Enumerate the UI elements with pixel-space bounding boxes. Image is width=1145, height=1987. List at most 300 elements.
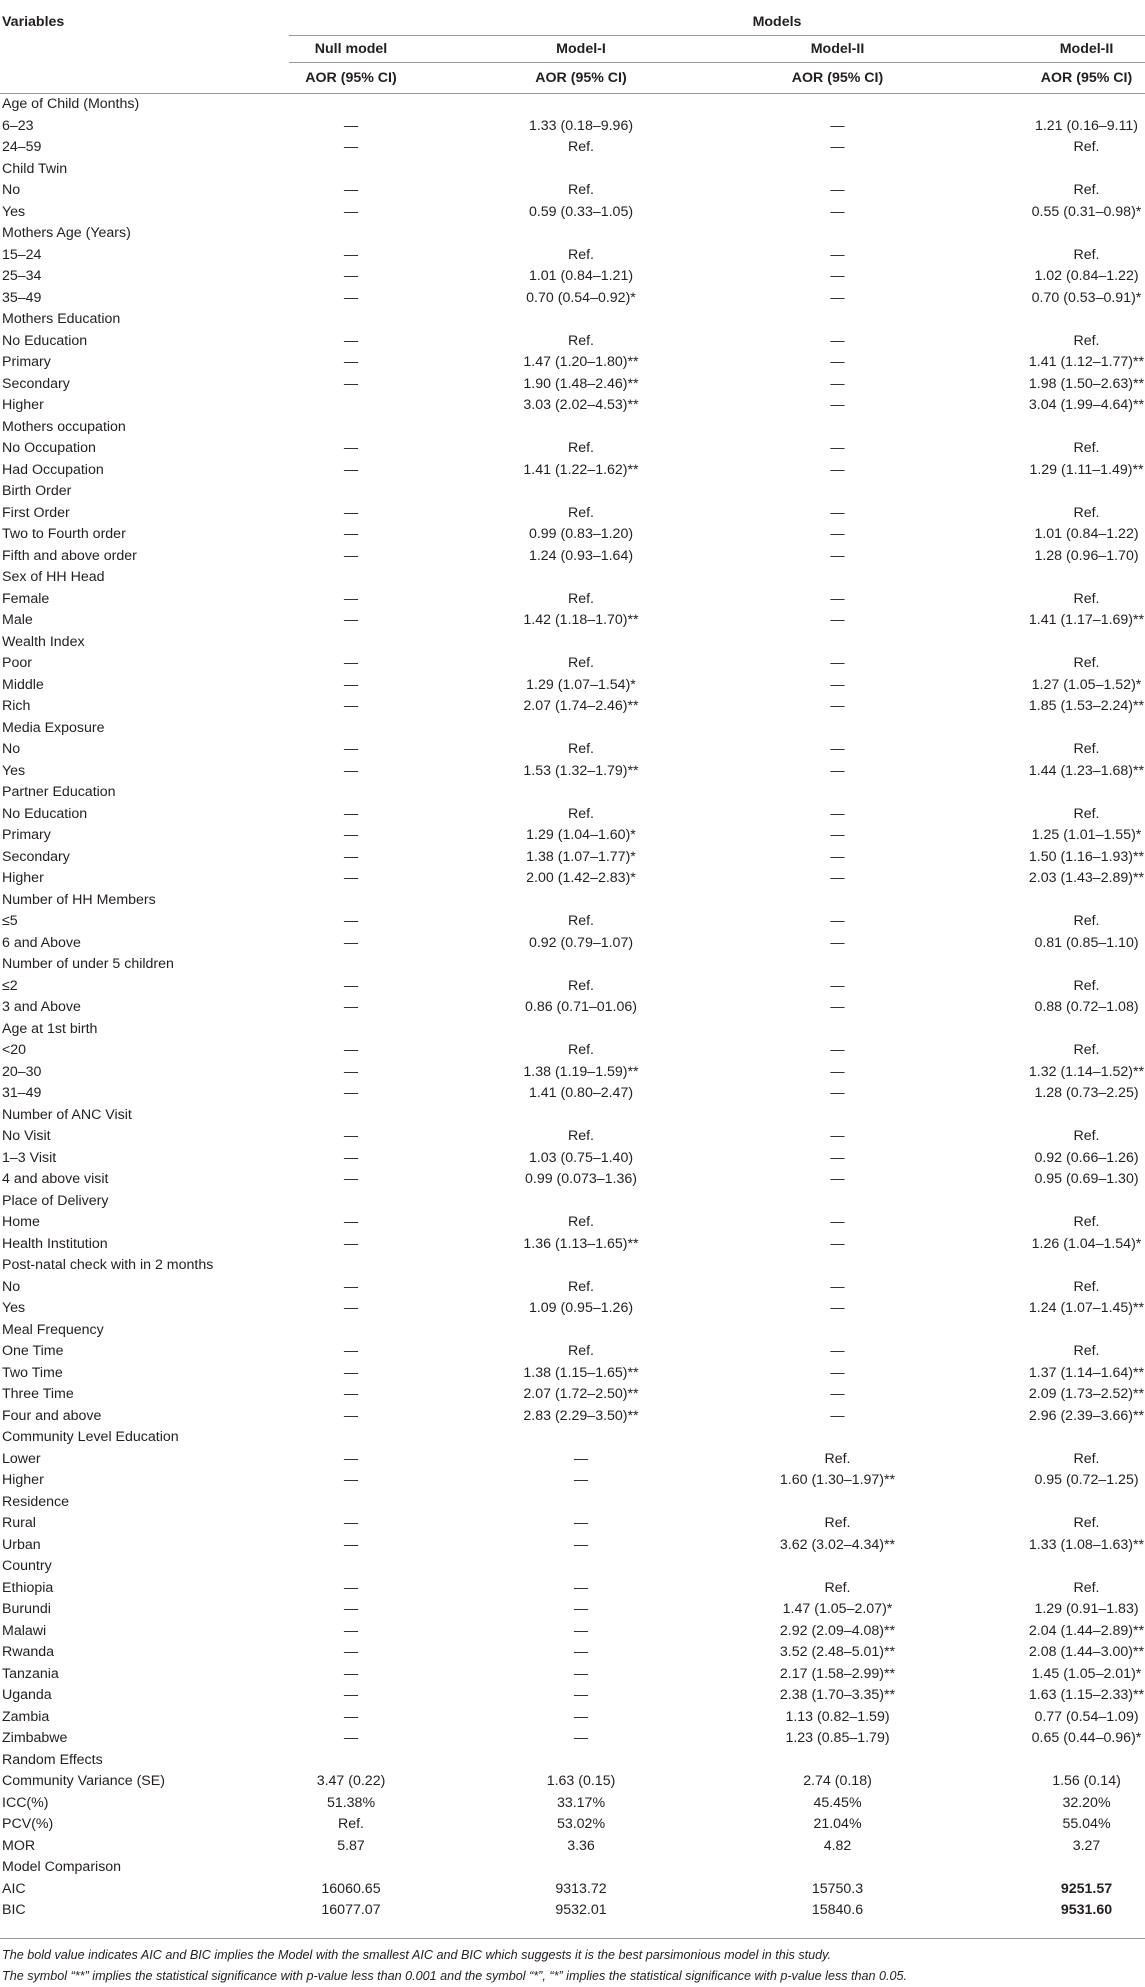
- cell-null-model: [289, 417, 413, 439]
- table-group-row: [0, 954, 1145, 976]
- cell-null-model: —: [343, 848, 359, 865]
- table-row: [0, 288, 1145, 310]
- cell-null-model: —: [343, 999, 359, 1015]
- table-group-row: [0, 223, 1145, 245]
- table-row: [0, 1685, 1145, 1707]
- cell-variable: Community Level Education: [2, 1429, 179, 1445]
- cell-model-1: Ref.: [567, 1214, 595, 1230]
- table-group-row: [0, 1492, 1145, 1514]
- cell-model-3: 1.37 (1.14–1.64)**: [1028, 1364, 1145, 1381]
- table-row: [0, 1900, 1145, 1922]
- cell-model-1: [413, 632, 697, 654]
- cell-null-model: —: [343, 1407, 359, 1424]
- cell-model-1: Ref.: [567, 1278, 595, 1295]
- cell-model-2: —: [830, 1235, 845, 1252]
- cell-model-1: [413, 1320, 697, 1342]
- cell-variable: 3 and Above: [2, 999, 81, 1015]
- table-footnotes: [0, 1945, 1145, 1987]
- cell-model-1: Ref.: [567, 1343, 595, 1359]
- cell-null-model: —: [343, 1128, 359, 1144]
- cell-variable: Zimbabwe: [2, 1730, 68, 1746]
- cell-model-1: 0.99 (0.073–1.36): [524, 1171, 637, 1187]
- cell-variable: 6 and Above: [2, 934, 81, 951]
- cell-model-2: —: [830, 655, 845, 671]
- cell-model-3: [938, 1427, 1145, 1449]
- cell-model-1: [413, 417, 697, 439]
- cell-null-model: —: [343, 1214, 359, 1230]
- header-models: Models: [289, 8, 1145, 36]
- cell-model-2: —: [830, 612, 845, 628]
- cell-null-model: —: [343, 203, 359, 220]
- cell-model-2: [697, 1105, 938, 1127]
- cell-model-2: 15750.3: [811, 1880, 864, 1897]
- cell-variable: No Education: [2, 805, 88, 822]
- cell-model-3: 0.81 (0.85–1.10): [1034, 934, 1139, 951]
- cell-null-model: —: [343, 1235, 359, 1252]
- cell-model-1: 1.53 (1.32–1.79)**: [523, 762, 639, 779]
- cell-model-3: 1.29 (0.91–1.83): [1034, 1601, 1139, 1617]
- cell-model-3: Ref.: [1073, 805, 1100, 822]
- cell-null-model: —: [343, 590, 359, 607]
- cell-null-model: [289, 632, 413, 654]
- header-metric-null: AOR (95% CI): [289, 63, 413, 94]
- cell-null-model: —: [343, 461, 359, 478]
- cell-model-1: [413, 223, 697, 245]
- cell-model-1: [413, 309, 697, 331]
- table-group-row: [0, 890, 1145, 912]
- cell-model-1: [413, 718, 697, 740]
- header-metric-3: AOR (95% CI): [938, 63, 1145, 94]
- cell-model-2: [697, 718, 938, 740]
- cell-model-1: 2.07 (1.72–2.50)**: [523, 1386, 639, 1402]
- cell-model-1: 1.01 (0.84–1.21): [528, 268, 634, 284]
- cell-null-model: 16060.65: [321, 1880, 381, 1897]
- cell-null-model: —: [343, 1515, 359, 1531]
- table-row: [0, 1169, 1145, 1191]
- table-row: [0, 1234, 1145, 1256]
- cell-model-1: Ref.: [567, 1128, 595, 1144]
- cell-model-1: —: [573, 1472, 589, 1488]
- cell-null-model: —: [343, 547, 359, 564]
- cell-model-1: 1.38 (1.15–1.65)**: [523, 1364, 639, 1381]
- table-row: [0, 933, 1145, 955]
- table-row: [0, 761, 1145, 783]
- cell-variable: Two Time: [2, 1364, 63, 1381]
- table-group-row: [0, 782, 1145, 804]
- cell-model-3: Ref.: [1073, 1579, 1100, 1596]
- cell-null-model: [289, 481, 413, 503]
- table-row: [0, 1728, 1145, 1750]
- cell-model-3: 3.04 (1.99–4.64)**: [1028, 397, 1145, 413]
- cell-model-3: Ref.: [1073, 1343, 1100, 1359]
- cell-model-1: —: [573, 1536, 589, 1553]
- cell-model-3: [938, 632, 1145, 654]
- cell-variable: AIC: [2, 1880, 26, 1897]
- cell-model-3: [938, 1492, 1145, 1514]
- cell-null-model: [289, 1492, 413, 1514]
- cell-model-2: —: [830, 805, 845, 822]
- header-model-3: Model-II: [938, 36, 1145, 63]
- cell-null-model: —: [343, 1149, 359, 1166]
- cell-model-1: [413, 782, 697, 804]
- cell-model-1: [413, 94, 697, 116]
- cell-null-model: —: [343, 655, 359, 671]
- table-row: [0, 1879, 1145, 1901]
- cell-null-model: —: [343, 182, 359, 198]
- cell-model-3: 1.26 (1.04–1.54)*: [1031, 1235, 1142, 1252]
- table-row: [0, 1062, 1145, 1084]
- cell-null-model: —: [343, 1472, 359, 1488]
- cell-model-2: —: [830, 1300, 845, 1316]
- cell-null-model: 16077.07: [321, 1902, 381, 1918]
- cell-null-model: —: [343, 1708, 359, 1725]
- cell-variable: Four and above: [2, 1407, 102, 1424]
- cell-model-2: 1.47 (1.05–2.07)*: [782, 1601, 893, 1617]
- cell-model-1: 1.36 (1.13–1.65)**: [523, 1235, 639, 1252]
- cell-null-model: [289, 782, 413, 804]
- cell-model-1: Ref.: [567, 805, 595, 822]
- cell-variable: Number of under 5 children: [2, 956, 174, 972]
- cell-model-1: [413, 1427, 697, 1449]
- cell-model-1: 2.00 (1.42–2.83)*: [526, 870, 636, 886]
- table-group-row: [0, 1556, 1145, 1578]
- cell-model-1: 9532.01: [555, 1902, 607, 1918]
- cell-variable: Female: [2, 590, 50, 607]
- cell-model-2: [697, 890, 938, 912]
- cell-model-3: 1.56 (0.14): [1052, 1773, 1121, 1789]
- cell-variable: No: [2, 1278, 21, 1295]
- cell-model-1: Ref.: [567, 913, 595, 929]
- cell-model-3: 0.70 (0.53–0.91)*: [1031, 289, 1142, 306]
- table-row: [0, 739, 1145, 761]
- cell-variable: 31–49: [2, 1085, 42, 1101]
- cell-variable: Child Twin: [2, 160, 68, 177]
- cell-model-1: 1.33 (0.18–9.96): [528, 117, 634, 134]
- table-row: [0, 1126, 1145, 1148]
- table-group-row: [0, 1857, 1145, 1879]
- table-group-row: [0, 567, 1145, 589]
- cell-model-3: 1.45 (1.05–2.01)*: [1031, 1665, 1142, 1682]
- table-row: [0, 1642, 1145, 1664]
- table-row: [0, 1449, 1145, 1471]
- cell-null-model: —: [343, 1644, 359, 1660]
- table-row: [0, 331, 1145, 353]
- cell-model-1: 1.38 (1.19–1.59)**: [523, 1063, 639, 1080]
- cell-null-model: —: [343, 1536, 359, 1553]
- cell-variable: Number of ANC Visit: [2, 1106, 132, 1123]
- cell-variable: 20–30: [2, 1063, 42, 1080]
- cell-model-2: 2.92 (2.09–4.08)**: [779, 1622, 896, 1639]
- cell-null-model: —: [343, 913, 359, 929]
- cell-variable: Urban: [2, 1536, 41, 1553]
- cell-null-model: [289, 223, 413, 245]
- cell-model-3: [938, 567, 1145, 589]
- cell-model-3: [938, 782, 1145, 804]
- cell-variable: Community Variance (SE): [2, 1773, 165, 1789]
- cell-model-3: [938, 718, 1145, 740]
- table-row: [0, 825, 1145, 847]
- cell-model-2: —: [830, 827, 845, 843]
- cell-variable: ≤5: [2, 913, 18, 929]
- cell-model-3: 2.08 (1.44–3.00)**: [1028, 1644, 1145, 1660]
- cell-model-2: —: [830, 203, 845, 220]
- cell-variable: Mothers Age (Years): [2, 225, 131, 241]
- results-table: [0, 8, 1145, 1922]
- cell-model-3: 55.04%: [1062, 1816, 1111, 1832]
- cell-variable: Tanzania: [2, 1665, 59, 1682]
- cell-null-model: —: [343, 698, 359, 714]
- cell-model-3: Ref.: [1073, 1278, 1100, 1295]
- cell-model-2: —: [830, 848, 845, 865]
- cell-variable: No Education: [2, 332, 88, 349]
- cell-null-model: —: [343, 1278, 359, 1295]
- cell-model-1: 1.29 (1.04–1.60)*: [526, 827, 636, 843]
- cell-variable: Zambia: [2, 1708, 50, 1725]
- cell-model-3: 0.55 (0.31–0.98)*: [1031, 203, 1142, 220]
- cell-variable: Primary: [2, 827, 51, 843]
- cell-null-model: —: [343, 1579, 359, 1596]
- cell-variable: 35–49: [2, 289, 42, 306]
- cell-model-2: 4.82: [823, 1837, 852, 1854]
- table-row: [0, 1212, 1145, 1234]
- cell-model-1: 2.07 (1.74–2.46)**: [523, 698, 639, 714]
- cell-null-model: —: [343, 827, 359, 843]
- cell-model-1: Ref.: [567, 332, 595, 349]
- cell-variable: One Time: [2, 1343, 64, 1359]
- table-row: [0, 1814, 1145, 1836]
- cell-variable: Yes: [2, 203, 26, 220]
- table-row: [0, 1621, 1145, 1643]
- cell-null-model: [289, 395, 413, 417]
- cell-model-2: 21.04%: [813, 1816, 862, 1832]
- cell-variable: Mothers Education: [2, 311, 121, 327]
- cell-model-1: —: [573, 1730, 589, 1746]
- cell-null-model: 51.38%: [326, 1794, 376, 1811]
- cell-model-1: Ref.: [567, 440, 595, 456]
- cell-null-model: —: [343, 139, 359, 155]
- cell-model-2: —: [830, 1063, 845, 1080]
- table-group-row: [0, 1255, 1145, 1277]
- cell-model-2: 2.17 (1.58–2.99)**: [779, 1665, 896, 1682]
- cell-null-model: —: [343, 117, 359, 134]
- cell-model-1: 0.86 (0.71–01.06): [524, 999, 637, 1015]
- cell-model-3: 0.92 (0.66–1.26): [1034, 1149, 1139, 1166]
- table-row: [0, 675, 1145, 697]
- cell-null-model: [289, 890, 413, 912]
- cell-model-2: [697, 1857, 938, 1879]
- cell-variable: First Order: [2, 504, 70, 521]
- cell-model-2: —: [830, 1386, 845, 1402]
- cell-model-3: Ref.: [1073, 977, 1100, 994]
- cell-variable: Age of Child (Months): [2, 96, 140, 112]
- cell-variable: Mothers occupation: [2, 418, 126, 435]
- table-row: [0, 1513, 1145, 1535]
- cell-model-2: 3.52 (2.48–5.01)**: [779, 1644, 896, 1660]
- cell-null-model: —: [343, 289, 359, 306]
- cell-model-3: 2.04 (1.44–2.89)**: [1028, 1622, 1145, 1639]
- cell-model-3: Ref.: [1073, 139, 1100, 155]
- cell-model-1: Ref.: [567, 182, 595, 198]
- cell-model-3: 1.27 (1.05–1.52)*: [1031, 676, 1142, 693]
- table-row: [0, 1083, 1145, 1105]
- cell-model-1: —: [573, 1708, 589, 1725]
- cell-variable: Burundi: [2, 1601, 51, 1617]
- cell-model-1: Ref.: [567, 504, 595, 521]
- cell-null-model: —: [343, 246, 359, 263]
- table-group-row: [0, 1019, 1145, 1041]
- cell-model-2: —: [830, 1085, 845, 1101]
- cell-model-1: 3.36: [567, 1837, 595, 1854]
- cell-variable: Residence: [2, 1493, 70, 1510]
- cell-model-2: [697, 1427, 938, 1449]
- cell-null-model: —: [343, 1364, 359, 1381]
- cell-model-2: [697, 1750, 938, 1772]
- cell-model-2: —: [830, 375, 845, 392]
- cell-model-2: —: [830, 526, 845, 542]
- cell-model-1: —: [573, 1644, 589, 1660]
- cell-variable: MOR: [2, 1837, 36, 1854]
- cell-model-3: [938, 417, 1145, 439]
- table-row: [0, 137, 1145, 159]
- cell-model-3: [938, 954, 1145, 976]
- cell-null-model: —: [343, 354, 359, 370]
- cell-model-1: 0.92 (0.79–1.07): [528, 934, 634, 951]
- cell-model-2: —: [830, 139, 845, 155]
- cell-null-model: —: [343, 1300, 359, 1316]
- cell-variable: BIC: [2, 1902, 26, 1918]
- cell-variable: Lower: [2, 1450, 41, 1467]
- cell-model-1: [413, 1191, 697, 1213]
- table-row: [0, 1363, 1145, 1385]
- cell-model-1: —: [573, 1601, 589, 1617]
- cell-model-1: 9313.72: [555, 1880, 607, 1897]
- table-row: [0, 374, 1145, 396]
- table-row: [0, 1341, 1145, 1363]
- table-row: [0, 1535, 1145, 1557]
- cell-variable: No: [2, 741, 21, 757]
- cell-model-1: [413, 1492, 697, 1514]
- cell-null-model: —: [343, 977, 359, 994]
- cell-null-model: —: [343, 332, 359, 349]
- table-row: [0, 1599, 1145, 1621]
- cell-null-model: —: [343, 1601, 359, 1617]
- cell-model-2: 1.23 (0.85–1.79): [785, 1730, 890, 1746]
- table-row: [0, 503, 1145, 525]
- cell-model-3: 2.09 (1.73–2.52)**: [1028, 1386, 1145, 1402]
- cell-model-3: [938, 1320, 1145, 1342]
- cell-null-model: —: [343, 526, 359, 542]
- cell-model-3: 0.88 (0.72–1.08): [1034, 999, 1139, 1015]
- cell-model-3: 1.50 (1.16–1.93)**: [1028, 848, 1145, 865]
- table-row: [0, 266, 1145, 288]
- table-group-row: [0, 718, 1145, 740]
- cell-model-2: Ref.: [824, 1450, 851, 1467]
- cell-model-3: [938, 94, 1145, 116]
- cell-model-1: 1.29 (1.07–1.54)*: [526, 676, 636, 693]
- cell-model-3: [938, 1105, 1145, 1127]
- cell-model-1: [413, 1750, 697, 1772]
- cell-null-model: [289, 1427, 413, 1449]
- cell-variable: Male: [2, 612, 33, 628]
- cell-model-2: —: [830, 913, 845, 929]
- header-model-2: Model-II: [697, 36, 938, 63]
- cell-model-2: —: [830, 117, 845, 134]
- cell-model-2: —: [830, 1171, 845, 1187]
- cell-model-2: —: [830, 1407, 845, 1424]
- table-row: [0, 1384, 1145, 1406]
- cell-model-3: Ref.: [1073, 590, 1100, 607]
- cell-variable: Two to Fourth order: [2, 526, 126, 542]
- cell-null-model: —: [343, 504, 359, 521]
- cell-model-3: 1.25 (1.01–1.55)*: [1031, 827, 1142, 843]
- cell-variable: 15–24: [2, 246, 42, 263]
- cell-model-2: [697, 481, 938, 503]
- cell-null-model: [289, 1857, 413, 1879]
- cell-variable: Three Time: [2, 1386, 74, 1402]
- cell-model-1: —: [573, 1687, 589, 1703]
- cell-null-model: [289, 94, 413, 116]
- table-group-row: [0, 94, 1145, 116]
- cell-model-1: [413, 159, 697, 181]
- cell-model-1: Ref.: [567, 977, 595, 994]
- table-row: [0, 1707, 1145, 1729]
- table-group-row: [0, 632, 1145, 654]
- cell-model-2: —: [830, 461, 845, 478]
- cell-model-3: Ref.: [1073, 1128, 1100, 1144]
- cell-variable: Health Institution: [2, 1235, 108, 1252]
- cell-model-1: —: [573, 1579, 589, 1596]
- cell-model-3: [938, 1857, 1145, 1879]
- cell-model-2: —: [830, 870, 845, 886]
- cell-variable: Place of Delivery: [2, 1192, 109, 1209]
- cell-variable: <20: [2, 1042, 27, 1058]
- cell-model-1: Ref.: [567, 1042, 595, 1058]
- cell-null-model: —: [343, 934, 359, 951]
- cell-null-model: —: [343, 375, 359, 392]
- cell-model-1: 1.63 (0.15): [546, 1773, 616, 1789]
- cell-variable: PCV(%): [2, 1816, 54, 1832]
- cell-model-3: 0.95 (0.72–1.25): [1034, 1472, 1139, 1488]
- cell-variable: Middle: [2, 676, 44, 693]
- cell-model-2: Ref.: [824, 1515, 851, 1531]
- cell-model-3: [938, 890, 1145, 912]
- cell-model-2: 2.38 (1.70–3.35)**: [779, 1687, 896, 1703]
- cell-null-model: —: [343, 1042, 359, 1058]
- cell-null-model: —: [343, 870, 359, 886]
- cell-model-2: —: [830, 1364, 845, 1381]
- cell-null-model: —: [343, 1386, 359, 1402]
- cell-null-model: [289, 159, 413, 181]
- cell-model-2: —: [830, 999, 845, 1015]
- cell-variable: No Occupation: [2, 440, 96, 456]
- cell-null-model: —: [343, 1687, 359, 1703]
- cell-variable: 4 and above visit: [2, 1171, 109, 1187]
- cell-model-2: [697, 223, 938, 245]
- cell-model-3: Ref.: [1073, 1042, 1100, 1058]
- cell-variable: Had Occupation: [2, 461, 104, 478]
- cell-variable: Yes: [2, 1300, 26, 1316]
- cell-model-1: —: [573, 1515, 589, 1531]
- cell-model-3: 1.33 (1.08–1.63)**: [1028, 1536, 1145, 1553]
- cell-model-3: 9531.60: [1060, 1902, 1113, 1918]
- cell-variable: Age at 1st birth: [2, 1020, 98, 1037]
- table-row: [0, 997, 1145, 1019]
- cell-model-2: [697, 309, 938, 331]
- cell-model-3: 1.44 (1.23–1.68)**: [1028, 762, 1145, 779]
- cell-model-3: Ref.: [1073, 655, 1100, 671]
- cell-model-2: —: [830, 1343, 845, 1359]
- cell-model-1: —: [573, 1665, 589, 1682]
